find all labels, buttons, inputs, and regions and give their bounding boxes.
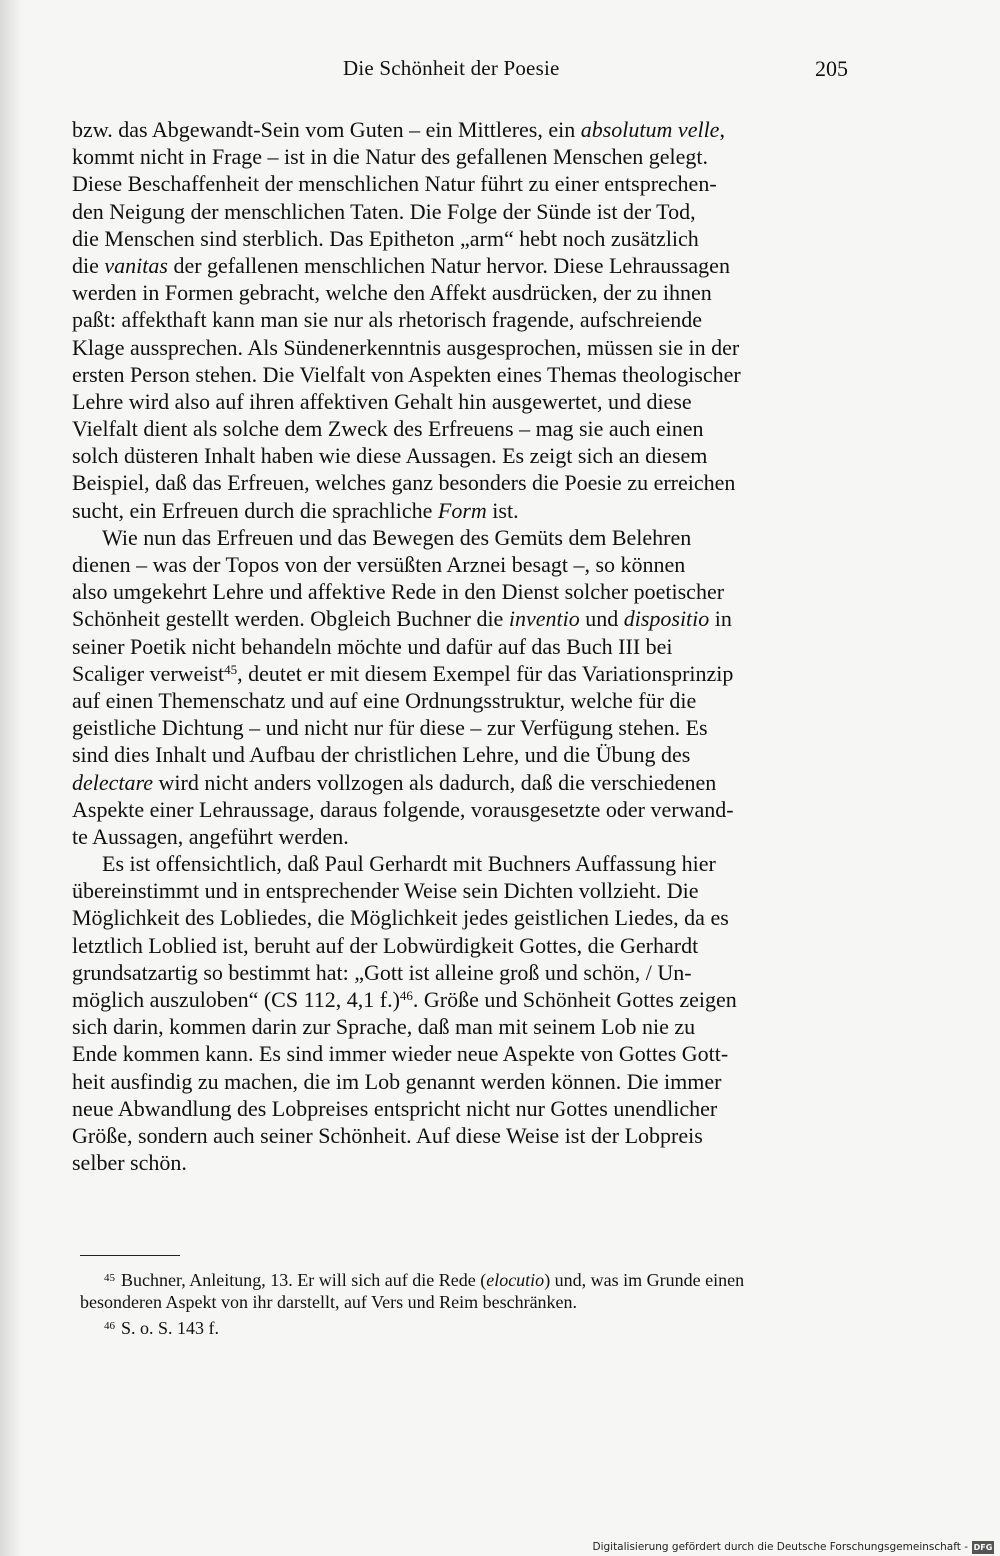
text-run: also umgekehrt Lehre und affektive Rede in den Dienst solcher poetischer (72, 579, 725, 605)
text-run: in (709, 606, 732, 632)
page-number: 205 (815, 56, 848, 81)
text-line (72, 1095, 855, 1122)
text-line (72, 524, 855, 551)
text-run: sich darin, kommen darin zur Sprache, daß man mit seinem Lob nie zu (72, 1014, 696, 1040)
text-run: solch düsteren Inhalt haben wie diese Aussagen. Es zeigt sich an diesem (72, 443, 708, 469)
text-line (72, 361, 855, 388)
text-run: Vielfalt dient als solche dem Zweck des Erfreuens – mag sie auch einen (72, 416, 704, 442)
text-line (72, 769, 855, 796)
text-run: bzw. das Abgewandt-Sein vom Guten – ein Mittleres, ein (72, 117, 581, 142)
text-line (72, 279, 855, 306)
text-run: und (579, 606, 624, 632)
text-line (72, 633, 855, 660)
funding-credit-text: Digitalisierung gefördert durch die Deutsche Forschungsgemeinschaft - (592, 1541, 968, 1553)
text-run: werden in Formen gebracht, welche den Affekt ausdrücken, der zu ihnen (72, 280, 712, 306)
italic-text: absolutum velle (580, 117, 720, 142)
text-run: Diese Beschaffenheit der menschlichen Natur führt zu einer entsprechen- (72, 171, 717, 197)
text-line (72, 850, 855, 877)
footnote-line (80, 1266, 856, 1290)
text-line (72, 442, 855, 469)
text-line (72, 252, 855, 279)
text-run: te Aussagen, angeführt werden. (72, 823, 349, 849)
running-title: Die Schönheit der Poesie (343, 56, 560, 80)
text-line (72, 687, 855, 714)
footnote-line (80, 1314, 856, 1338)
text-run: der gefallenen menschlichen Natur hervor. Diese Lehraussagen (167, 252, 730, 278)
text-run: heit ausfindig zu machen, die im Lob genannt werden können. Die immer (72, 1068, 722, 1094)
text-run: Aspekte einer Lehraussage, daraus folgende, vorausgesetzte oder verwand- (72, 796, 734, 822)
text-run: Es ist offensichtlich, daß Paul Gerhardt mit Buchners Auffassung hier (102, 851, 716, 877)
text-run: Wie nun das Erfreuen und das Bewegen des Gemüts dem Belehren (102, 524, 692, 550)
text-run: Klage aussprechen. Als Sündenerkenntnis ausgesprochen, müssen sie in der (72, 334, 740, 360)
text-line (72, 605, 855, 632)
text-run: neue Abwandlung des Lobpreises entspricht nicht nur Gottes unendlicher (72, 1095, 718, 1121)
text-line (72, 986, 855, 1013)
footnote-reference: 45 (224, 661, 238, 677)
text-run: Größe, sondern auch seiner Schönheit. Auf diese Weise ist der Lobpreis (72, 1122, 703, 1148)
text-line (72, 388, 855, 415)
text-run: möglich auszuloben“ (CS 112, 4,1 f.) (72, 987, 400, 1012)
text-run: wird nicht anders vollzogen als dadurch, daß die verschiedenen (153, 769, 717, 795)
text-line (72, 578, 855, 605)
page-gutter-shadow (0, 0, 22, 1556)
text-run: ist. (486, 497, 519, 523)
italic-text: Form (437, 497, 487, 523)
text-line (72, 660, 855, 687)
text-run: . Größe und Schönheit Gottes zeigen (412, 987, 737, 1012)
text-run: dienen – was der Topos von der versüßten Arznei besagt –, so können (72, 552, 686, 577)
text-run: geistliche Dichtung – und nicht nur für diese – zur Verfügung stehen. Es (72, 715, 708, 741)
text-line (72, 796, 855, 823)
text-line (72, 1068, 855, 1095)
italic-text: inventio (508, 606, 580, 632)
text-line (72, 741, 855, 768)
text-run: grundsatzartig so bestimmt hat: „Gott ist alleine groß und schön, / Un- (72, 959, 692, 985)
text-line (72, 823, 855, 850)
text-run: kommt nicht in Frage – ist in die Natur des gefallenen Menschen gelegt. (72, 144, 709, 170)
text-run: letztlich Loblied ist, beruht auf der Lobwürdigkeit Gottes, die Gerhardt (72, 932, 699, 958)
text-line (72, 932, 855, 959)
text-run: Scaliger verweist (72, 660, 225, 686)
text-line (72, 170, 855, 197)
text-line (72, 877, 855, 904)
text-line (72, 959, 855, 986)
text-line (72, 1013, 855, 1040)
text-run: sucht, ein Erfreuen durch die sprachliche (72, 497, 438, 523)
text-run: Lehre wird also auf ihren affektiven Gehalt hin ausgewertet, und diese (72, 388, 692, 414)
footnote-mark: 45 (104, 1272, 115, 1284)
text-run: besonderen Aspekt von ihr darstellt, auf Vers und Reim beschränken. (80, 1292, 578, 1312)
text-run: seiner Poetik nicht behandeln möchte und dafür auf das Buch III bei (72, 633, 673, 659)
text-run: , (719, 117, 725, 142)
text-line (72, 714, 855, 741)
text-line (72, 306, 855, 333)
footnote-mark: 46 (104, 1320, 115, 1332)
text-line (72, 1040, 855, 1067)
text-run: , deutet er mit diesem Exempel für das Variationsprinzip (237, 660, 734, 686)
footnote-reference: 46 (399, 988, 413, 1003)
text-line (72, 551, 855, 578)
page-header (0, 56, 1000, 88)
text-line (72, 1122, 855, 1149)
body-text (72, 116, 855, 1176)
text-run: auf einen Themenschatz und auf eine Ordnungsstruktur, welche für die (72, 687, 697, 713)
text-line (72, 1149, 855, 1176)
text-line (72, 334, 855, 361)
text-line (72, 469, 855, 496)
text-line (72, 198, 855, 225)
text-run: Möglichkeit des Lobliedes, die Möglichkeit jedes geistlichen Liedes, da es (72, 905, 729, 931)
text-line (72, 143, 855, 170)
text-run: paßt: affekthaft kann man sie nur als rhetorisch fragende, aufschreiende (72, 307, 702, 333)
italic-text: vanitas (104, 252, 168, 278)
footnote-rule (80, 1255, 180, 1256)
text-run: den Neigung der menschlichen Taten. Die Folge der Sünde ist der Tod, (72, 198, 696, 224)
text-run: selber schön. (72, 1150, 187, 1176)
footnotes (80, 1266, 856, 1338)
italic-text: elocutio (486, 1270, 545, 1290)
text-run: die (72, 252, 105, 278)
text-run: die Menschen sind sterblich. Das Epitheton „arm“ hebt noch zusätzlich (72, 225, 699, 251)
text-run: sind dies Inhalt und Aufbau der christlichen Lehre, und die Übung des (72, 742, 691, 768)
text-run: Buchner, Anleitung, 13. Er will sich auf die Rede ( (121, 1270, 487, 1290)
text-line (72, 497, 855, 524)
funding-credit-bar (592, 1539, 994, 1555)
text-run: ersten Person stehen. Die Vielfalt von Aspekten eines Themas theologischer (72, 361, 741, 387)
italic-text: delectare (72, 769, 154, 795)
footnote-line (80, 1290, 856, 1314)
text-line (72, 116, 855, 143)
italic-text: dispositio (623, 606, 710, 632)
text-line (72, 904, 855, 931)
dfg-logo: DFG (973, 1542, 993, 1552)
text-run: ) und, was im Grunde einen (544, 1270, 745, 1290)
text-run: Beispiel, daß das Erfreuen, welches ganz besonders die Poesie zu erreichen (72, 470, 736, 496)
text-line (72, 415, 855, 442)
text-run: übereinstimmt und in entsprechender Weise sein Dichten vollzieht. Die (72, 878, 699, 904)
text-line (72, 225, 855, 252)
text-run: Ende kommen kann. Es sind immer wieder neue Aspekte von Gottes Gott- (72, 1041, 729, 1067)
text-run: S. o. S. 143 f. (121, 1318, 220, 1338)
text-run: Schönheit gestellt werden. Obgleich Buchner die (72, 606, 509, 632)
